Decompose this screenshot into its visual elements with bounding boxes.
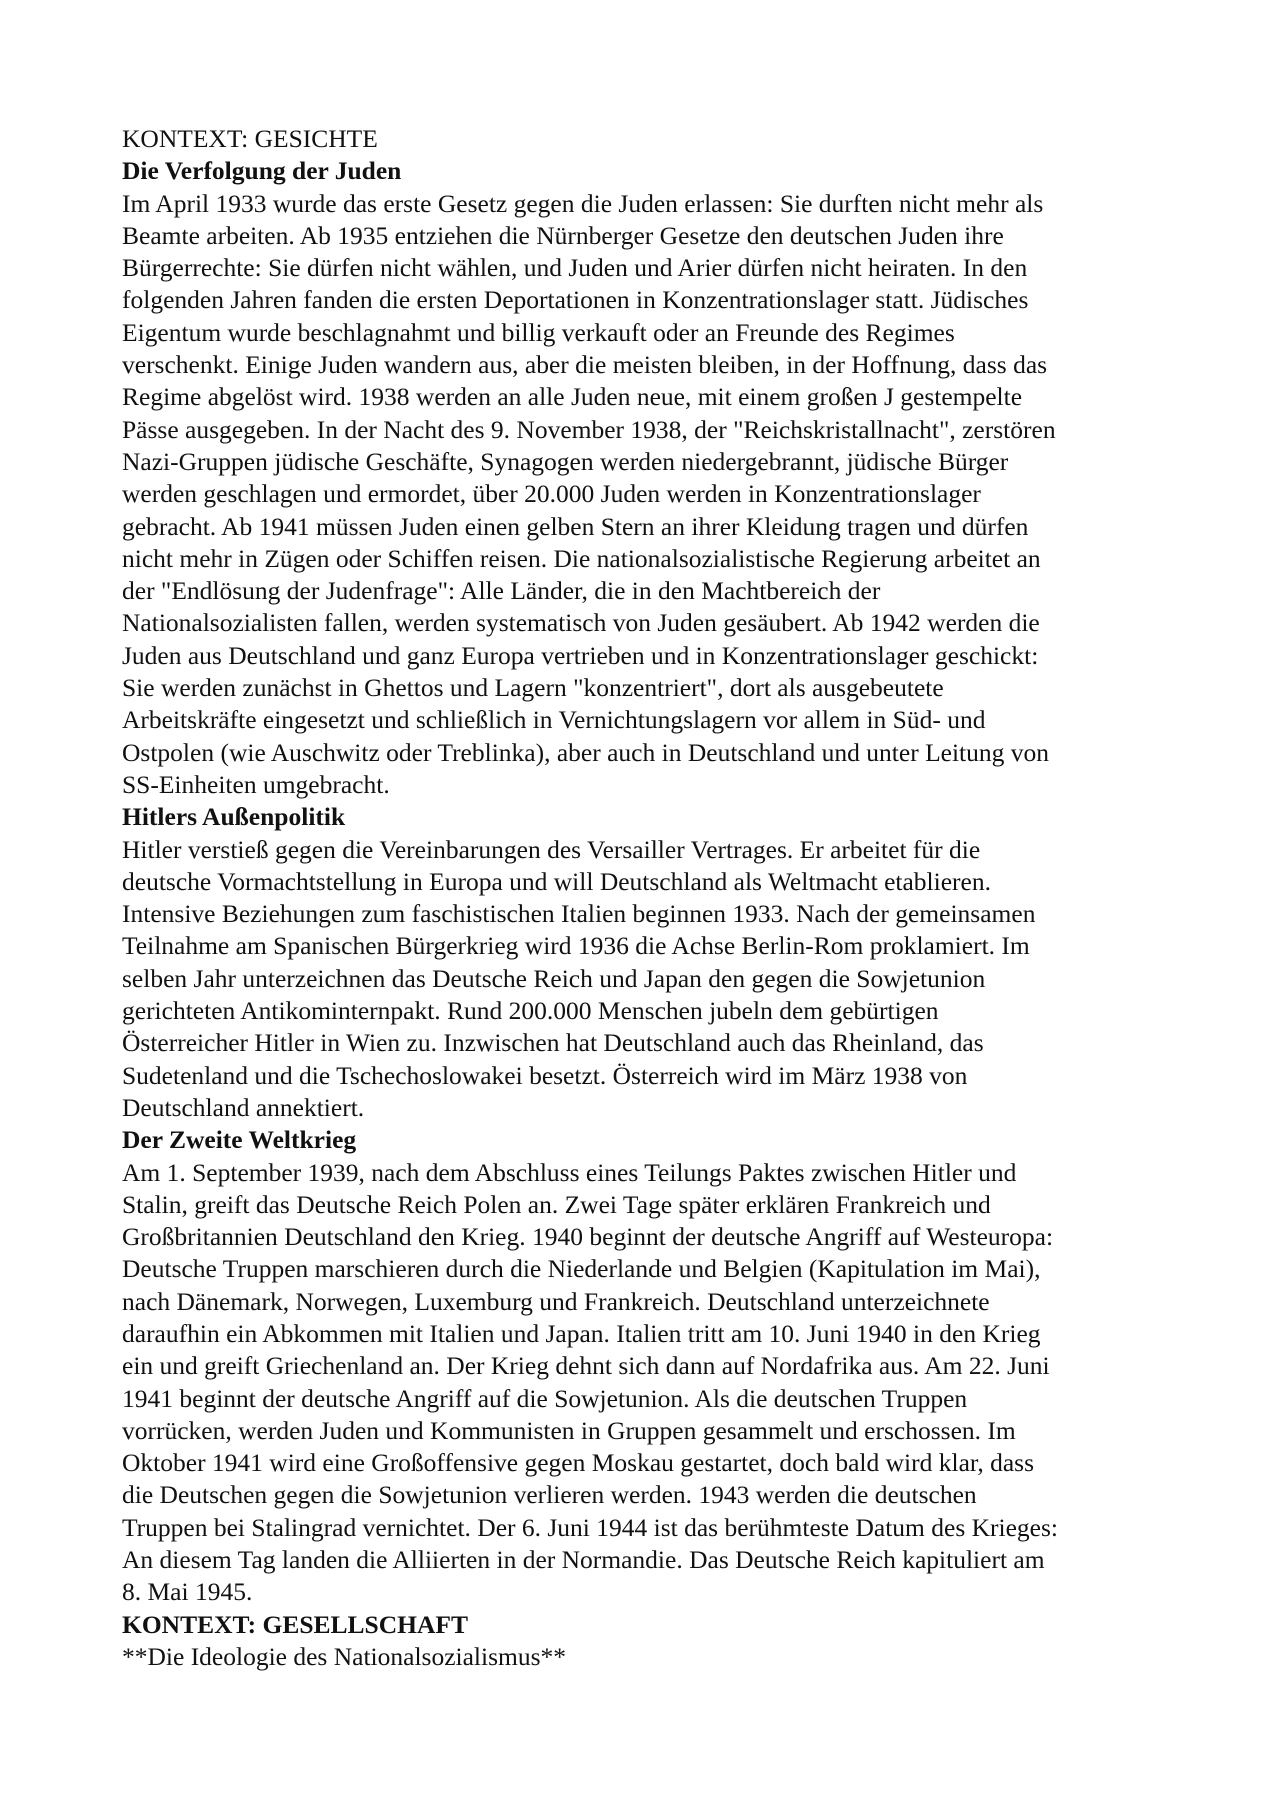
text-line: Bürgerrechte: Sie dürfen nicht wählen, und Juden und Arier dürfen nicht heiraten. In den (122, 253, 1028, 283)
text-line: gebracht. Ab 1941 müssen Juden einen gelben Stern an ihrer Kleidung tragen und dürfen (122, 511, 1029, 541)
text-line: verschenkt. Einige Juden wandern aus, aber die meisten bleiben, in der Hoffnung, dass das (122, 350, 1048, 380)
context-heading-geschichte (122, 123, 1172, 155)
section-heading-line: Der Zweite Weltkrieg (122, 1125, 357, 1155)
text-line: Ostpolen (wie Auschwitz oder Treblinka), aber auch in Deutschland und unter Leitung von (122, 737, 1050, 767)
text-line: SS-Einheiten umgebracht. (122, 769, 390, 799)
text-line: Österreicher Hitler in Wien zu. Inzwischen hat Deutschland auch das Rheinland, das (122, 1028, 984, 1058)
text-line: Pässe ausgegeben. In der Nacht des 9. November 1938, der "Reichskristallnacht", zerstören (122, 414, 1056, 444)
text-line: gerichteten Antikominternpakt. Rund 200.000 Menschen jubeln dem gebürtigen (122, 996, 939, 1026)
text-line: deutsche Vormachtstellung in Europa und will Deutschland als Weltmacht etablieren. (122, 866, 991, 896)
heading-zweiter-weltkrieg (122, 1124, 1172, 1156)
text-line: nicht mehr in Zügen oder Schiffen reisen. Die nationalsozialistische Regierung arbeitet an (122, 543, 1041, 573)
text-line: selben Jahr unterzeichnen das Deutsche Reich und Japan den gegen die Sowjetunion (122, 963, 986, 993)
text-line: folgenden Jahren fanden die ersten Deportationen in Konzentrationslager statt. Jüdisches (122, 285, 1029, 315)
text-line: die Deutschen gegen die Sowjetunion verlieren werden. 1943 werden die deutschen (122, 1480, 977, 1510)
text-line: 1941 beginnt der deutsche Angriff auf die Sowjetunion. Als die deutschen Truppen (122, 1383, 968, 1413)
paragraph-ideologie (122, 1641, 1172, 1673)
text-line: Juden aus Deutschland und ganz Europa vertrieben und in Konzentrationslager geschickt: (122, 640, 1039, 670)
text-line: der "Endlösung der Judenfrage": Alle Länder, die in den Machtbereich der (122, 576, 881, 606)
text-line: 8. Mai 1945. (122, 1577, 253, 1607)
text-line: Arbeitskräfte eingesetzt und schließlich in Vernichtungslagern vor allem in Süd- und (122, 705, 986, 735)
text-line: Deutsche Truppen marschieren durch die Niederlande und Belgien (Kapitulation im Mai), (122, 1254, 1041, 1284)
document-body (122, 123, 1172, 1673)
text-line: nach Dänemark, Norwegen, Luxemburg und Frankreich. Deutschland unterzeichnete (122, 1286, 990, 1316)
text-line: werden geschlagen und ermordet, über 20.000 Juden werden in Konzentrationslager (122, 479, 981, 509)
text-line: Sudetenland und die Tschechoslowakei besetzt. Österreich wird im März 1938 von (122, 1060, 968, 1090)
heading-verfolgung-der-juden (122, 155, 1172, 187)
text-line: Teilnahme am Spanischen Bürgerkrieg wird 1936 die Achse Berlin-Rom proklamiert. Im (122, 931, 1030, 961)
text-line: Am 1. September 1939, nach dem Abschluss eines Teilungs Paktes zwischen Hitler und (122, 1157, 1017, 1187)
text-line: Eigentum wurde beschlagnahmt und billig verkauft oder an Freunde des Regimes (122, 317, 955, 347)
section-heading-line: Hitlers Außenpolitik (122, 802, 346, 832)
text-line: daraufhin ein Abkommen mit Italien und Japan. Italien tritt am 10. Juni 1940 in den Krieg (122, 1318, 1041, 1348)
text-line: **Die Ideologie des Nationalsozialismus** (122, 1641, 567, 1671)
section-heading-line: KONTEXT: GESICHTE (122, 124, 378, 153)
text-line: ein und greift Griechenland an. Der Krieg dehnt sich dann auf Nordafrika aus. Am 22. Juni (122, 1351, 1050, 1381)
text-line: Deutschland annektiert. (122, 1092, 365, 1122)
paragraph-verfolgung (122, 188, 1172, 802)
paragraph-aussenpolitik (122, 834, 1172, 1125)
text-line: Großbritannien Deutschland den Krieg. 1940 beginnt der deutsche Angriff auf Westeuropa: (122, 1222, 1054, 1252)
text-line: Nationalsozialisten fallen, werden systematisch von Juden gesäubert. Ab 1942 werden die (122, 608, 1040, 638)
text-line: Intensive Beziehungen zum faschistischen Italien beginnen 1933. Nach der gemeinsamen (122, 899, 1036, 929)
paragraph-weltkrieg (122, 1157, 1172, 1609)
text-line: Im April 1933 wurde das erste Gesetz gegen die Juden erlassen: Sie durften nicht mehr als (122, 188, 1044, 218)
text-line: vorrücken, werden Juden und Kommunisten in Gruppen gesammelt und erschossen. Im (122, 1415, 1016, 1445)
text-line: Regime abgelöst wird. 1938 werden an alle Juden neue, mit einem großen J gestempelte (122, 382, 1023, 412)
text-line: Stalin, greift das Deutsche Reich Polen an. Zwei Tage später erklären Frankreich und (122, 1189, 991, 1219)
text-line: Oktober 1941 wird eine Großoffensive gegen Moskau gestartet, doch bald wird klar, dass (122, 1448, 1035, 1478)
heading-kontext-gesellschaft (122, 1609, 1172, 1641)
section-heading-line: KONTEXT: GESELLSCHAFT (122, 1609, 468, 1639)
text-line: Truppen bei Stalingrad vernichtet. Der 6. Juni 1944 ist das berühmteste Datum des Krieges: (122, 1512, 1059, 1542)
heading-hitlers-aussenpolitik (122, 801, 1172, 833)
text-line: Sie werden zunächst in Ghettos und Lagern "konzentriert", dort als ausgebeutete (122, 673, 944, 703)
text-line: Hitler verstieß gegen die Vereinbarungen des Versailler Vertrages. Er arbeitet für die (122, 834, 981, 864)
section-heading-line: Die Verfolgung der Juden (122, 156, 402, 186)
text-line: An diesem Tag landen die Alliierten in der Normandie. Das Deutsche Reich kapituliert am (122, 1545, 1045, 1575)
text-line: Beamte arbeiten. Ab 1935 entziehen die Nürnberger Gesetze den deutschen Juden ihre (122, 220, 1004, 250)
text-line: Nazi-Gruppen jüdische Geschäfte, Synagogen werden niedergebrannt, jüdische Bürger (122, 446, 1009, 476)
